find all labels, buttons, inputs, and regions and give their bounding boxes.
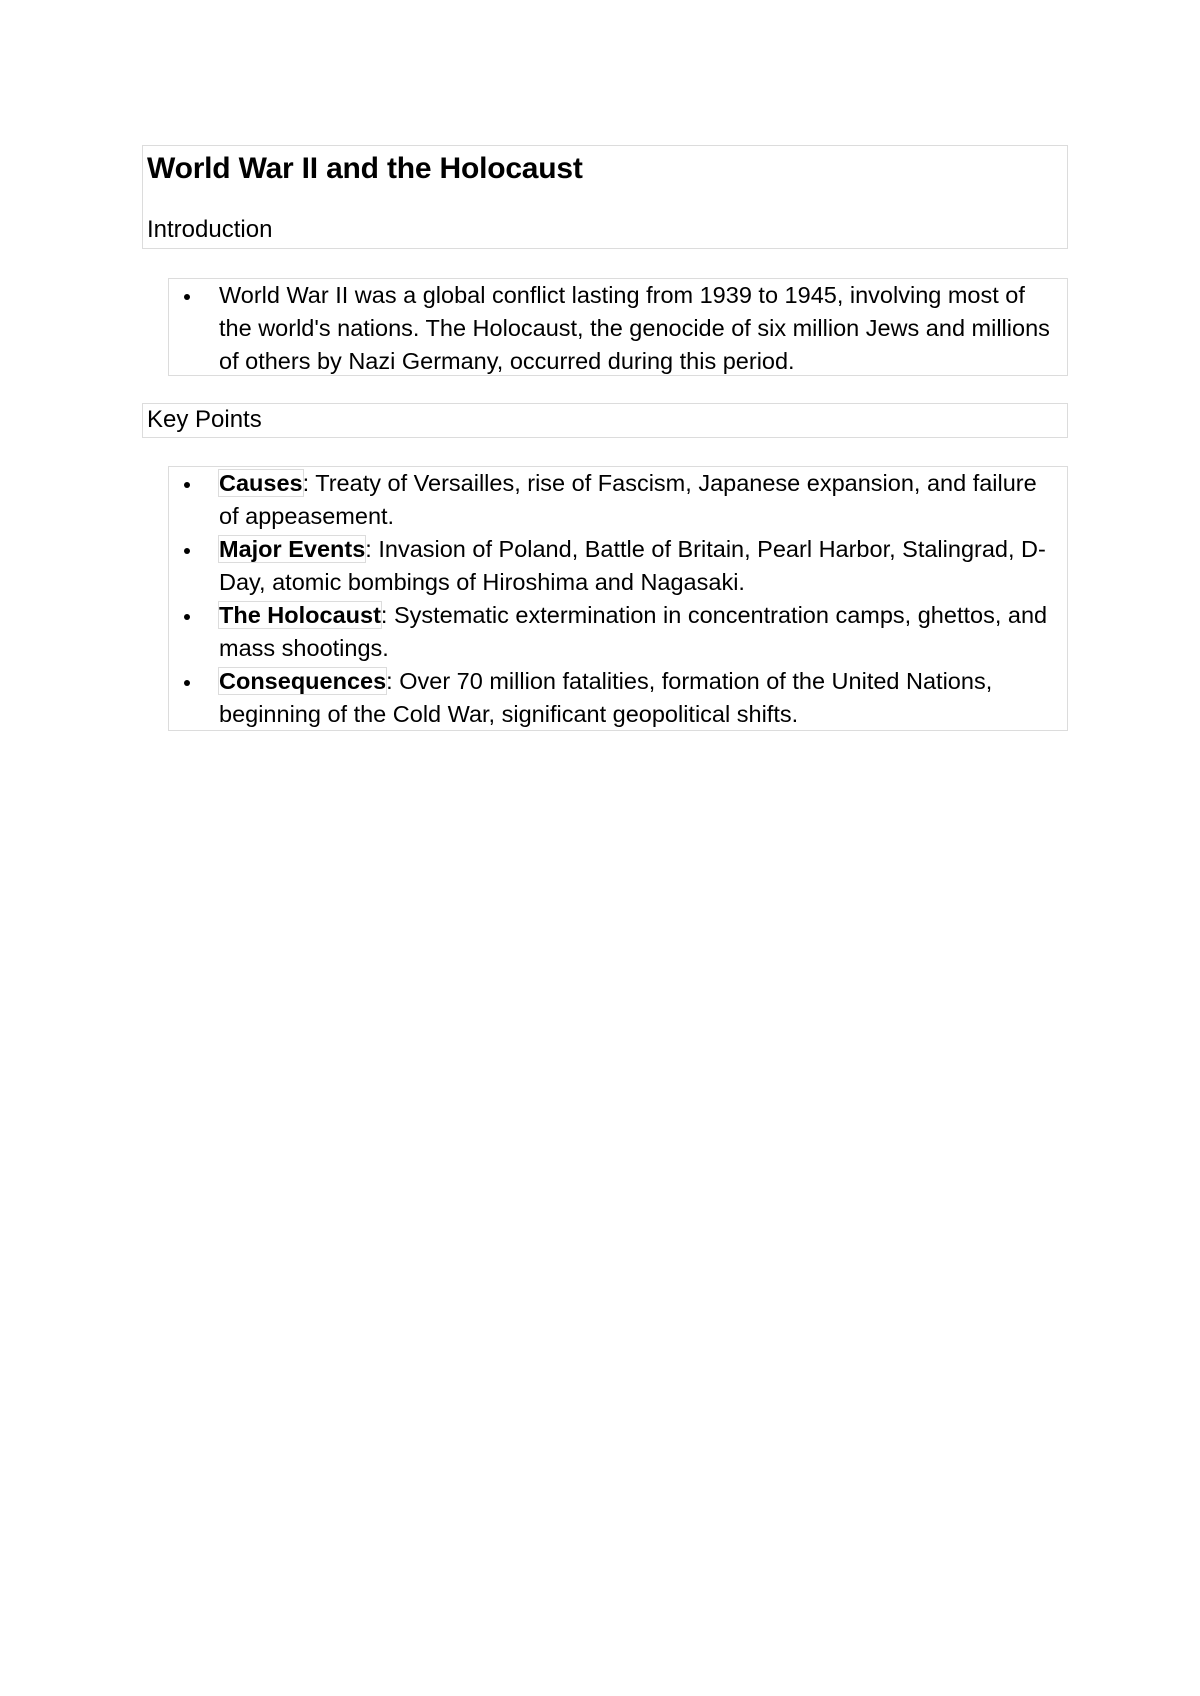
list-item	[169, 467, 1067, 533]
introduction-list	[168, 278, 1068, 376]
key-points-list	[168, 466, 1068, 731]
key-point-text: Invasion of Poland, Battle of Britain, Pearl Harbor, Stalingrad, D-Day, atomic bombings of Hiroshima and Nagasaki.	[219, 536, 1046, 595]
key-point-separator: :	[365, 536, 372, 562]
bullet-icon	[184, 482, 190, 488]
key-points-section	[142, 403, 1068, 438]
list-item	[169, 665, 1067, 731]
bullet-icon	[184, 680, 190, 686]
title-section	[142, 145, 1068, 249]
key-point-separator: :	[380, 602, 388, 628]
list-item	[169, 533, 1067, 599]
key-points-heading: Key Points	[147, 406, 262, 433]
key-point-text: Systematic extermination in concentration camps, ghettos, and mass shootings.	[219, 602, 1048, 661]
bullet-icon	[184, 294, 190, 300]
list-item	[169, 599, 1067, 665]
key-point-separator: :	[386, 668, 393, 694]
key-point-term: Consequences	[219, 668, 387, 694]
key-point-term: Causes	[219, 470, 303, 496]
key-point-text: Over 70 million fatalities, formation of the United Nations, beginning of the Cold War, significant geopolitical shifts.	[219, 668, 993, 727]
key-point-term: Major Events	[219, 536, 366, 562]
introduction-heading: Introduction	[147, 216, 273, 243]
bullet-icon	[184, 548, 190, 554]
key-point-text: Treaty of Versailles, rise of Fascism, Japanese expansion, and failure of appeasement.	[219, 470, 1037, 529]
introduction-text: World War II was a global conflict lasting from 1939 to 1945, involving most of the world's nations. The Holocaust, the genocide of six million Jews and millions of others by Nazi Germany, occurred during this period.	[219, 282, 1050, 374]
bullet-icon	[184, 614, 190, 620]
document-title: World War II and the Holocaust	[147, 152, 583, 185]
key-point-term: The Holocaust	[219, 602, 381, 628]
key-point-separator: :	[302, 470, 310, 496]
list-item	[169, 279, 1067, 378]
